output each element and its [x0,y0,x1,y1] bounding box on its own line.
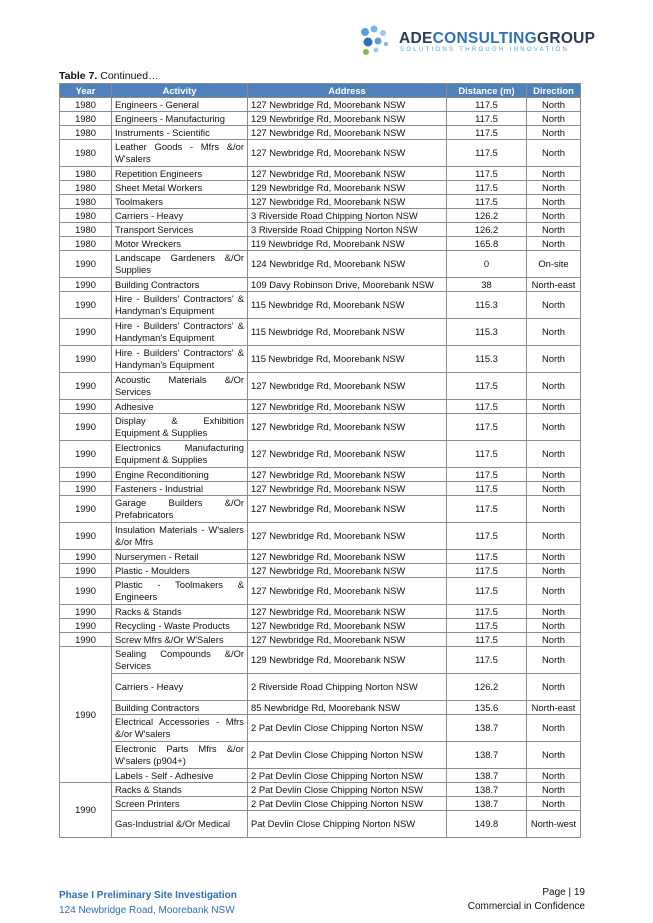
year-cell: 1980 [60,112,112,126]
distance-cell: 38 [447,278,527,292]
activity-cell: Screen Printers [112,797,248,811]
footer-site-address: 124 Newbridge Road, Moorebank NSW [59,905,235,916]
distance-cell: 117.5 [447,181,527,195]
address-cell: 119 Newbridge Rd, Moorebank NSW [248,237,447,251]
activity-cell: Sheet Metal Workers [112,181,248,195]
distance-cell: 117.5 [447,523,527,550]
column-header: Year [60,84,112,98]
table-row [60,605,581,619]
direction-cell: North [527,482,581,496]
year-cell: 1980 [60,223,112,237]
year-cell: 1990 [60,647,112,783]
table-row [60,98,581,112]
activity-cell: Fasteners - Industrial [112,482,248,496]
table-row [60,797,581,811]
direction-cell: North [527,140,581,167]
column-header: Direction [527,84,581,98]
page-number: Page | 19 [542,887,585,898]
address-cell: Pat Devlin Close Chipping Norton NSW [248,811,447,838]
distance-cell: 117.5 [447,496,527,523]
year-cell: 1990 [60,373,112,400]
address-cell: 127 Newbridge Rd, Moorebank NSW [248,468,447,482]
activity-cell: Building Contractors [112,278,248,292]
direction-cell: North [527,468,581,482]
table-row [60,633,581,647]
year-cell: 1980 [60,209,112,223]
direction-cell: North [527,292,581,319]
direction-cell: North [527,619,581,633]
year-cell: 1990 [60,783,112,838]
table-row [60,441,581,468]
direction-cell: North [527,715,581,742]
table-row [60,223,581,237]
direction-cell: North [527,441,581,468]
direction-cell: North [527,126,581,140]
activity-cell: Garage Builders &/Or Prefabricators [112,496,248,523]
table-caption: Table 7. Continued… [59,70,159,82]
direction-cell: North [527,605,581,619]
distance-cell: 117.5 [447,441,527,468]
distance-cell: 117.5 [447,112,527,126]
table-header-row [60,84,581,98]
table-row [60,674,581,701]
year-cell: 1990 [60,414,112,441]
direction-cell: North [527,209,581,223]
direction-cell: North [527,167,581,181]
direction-cell: North [527,181,581,195]
activity-cell: Engineers - General [112,98,248,112]
activity-cell: Racks & Stands [112,783,248,797]
address-cell: 127 Newbridge Rd, Moorebank NSW [248,373,447,400]
direction-cell: North [527,647,581,674]
direction-cell: North [527,195,581,209]
address-cell: 3 Riverside Road Chipping Norton NSW [248,223,447,237]
table-row [60,647,581,674]
address-cell: 129 Newbridge Rd, Moorebank NSW [248,112,447,126]
year-cell: 1990 [60,292,112,319]
direction-cell: North [527,674,581,701]
address-cell: 127 Newbridge Rd, Moorebank NSW [248,578,447,605]
address-cell: 127 Newbridge Rd, Moorebank NSW [248,98,447,112]
address-cell: 129 Newbridge Rd, Moorebank NSW [248,181,447,195]
activity-cell: Electronic Parts Mfrs &/or W'salers (p904+) [112,742,248,769]
activity-cell: Labels - Self - Adhesive [112,769,248,783]
distance-cell: 165.8 [447,237,527,251]
direction-cell: North [527,633,581,647]
activity-cell: Electrical Accessories - Mfrs &/or W'salers [112,715,248,742]
year-cell: 1980 [60,126,112,140]
address-cell: 127 Newbridge Rd, Moorebank NSW [248,140,447,167]
activity-cell: Insulation Materials - W'salers &/or Mfrs [112,523,248,550]
address-cell: 115 Newbridge Rd, Moorebank NSW [248,346,447,373]
table-row [60,578,581,605]
direction-cell: North [527,98,581,112]
year-cell: 1990 [60,251,112,278]
year-cell: 1990 [60,468,112,482]
direction-cell: North [527,523,581,550]
distance-cell: 117.5 [447,167,527,181]
table-row [60,126,581,140]
direction-cell: North [527,414,581,441]
year-cell: 1980 [60,167,112,181]
table-row [60,292,581,319]
year-cell: 1990 [60,319,112,346]
distance-cell: 117.5 [447,414,527,441]
activity-cell: Repetition Engineers [112,167,248,181]
direction-cell: North [527,550,581,564]
year-cell: 1990 [60,496,112,523]
activity-cell: Hire - Builders' Contractors' & Handyman's Equipment [112,319,248,346]
distance-cell: 138.7 [447,797,527,811]
address-cell: 127 Newbridge Rd, Moorebank NSW [248,633,447,647]
address-cell: 2 Riverside Road Chipping Norton NSW [248,674,447,701]
table-row [60,550,581,564]
address-cell: 127 Newbridge Rd, Moorebank NSW [248,400,447,414]
address-cell: 127 Newbridge Rd, Moorebank NSW [248,605,447,619]
direction-cell: North [527,578,581,605]
table-row [60,195,581,209]
table-row [60,167,581,181]
table-row [60,715,581,742]
activity-cell: Toolmakers [112,195,248,209]
year-cell: 1990 [60,564,112,578]
year-cell: 1990 [60,523,112,550]
activity-cell: Gas-Industrial &/Or Medical [112,811,248,838]
distance-cell: 149.8 [447,811,527,838]
distance-cell: 0 [447,251,527,278]
activity-cell: Nurserymen - Retail [112,550,248,564]
distance-cell: 117.5 [447,564,527,578]
year-cell: 1980 [60,98,112,112]
year-cell: 1990 [60,441,112,468]
address-cell: 127 Newbridge Rd, Moorebank NSW [248,564,447,578]
address-cell: 2 Pat Devlin Close Chipping Norton NSW [248,769,447,783]
activity-cell: Transport Services [112,223,248,237]
address-cell: 85 Newbridge Rd, Moorebank NSW [248,701,447,715]
distance-cell: 117.5 [447,126,527,140]
activity-cell: Instruments - Scientific [112,126,248,140]
table-row [60,140,581,167]
year-cell: 1980 [60,140,112,167]
address-cell: 124 Newbridge Rd, Moorebank NSW [248,251,447,278]
year-cell: 1990 [60,482,112,496]
address-cell: 129 Newbridge Rd, Moorebank NSW [248,647,447,674]
activity-cell: Engineers - Manufacturing [112,112,248,126]
direction-cell: North [527,783,581,797]
distance-cell: 117.5 [447,619,527,633]
activity-cell: Adhesive [112,400,248,414]
table-body [60,98,581,838]
distance-cell: 117.5 [447,633,527,647]
table-row [60,783,581,797]
distance-cell: 117.5 [447,468,527,482]
table-row [60,482,581,496]
direction-cell: North [527,373,581,400]
table-row [60,346,581,373]
activity-cell: Carriers - Heavy [112,209,248,223]
direction-cell: North [527,400,581,414]
activity-cell: Engine Reconditioning [112,468,248,482]
table-row [60,319,581,346]
address-cell: 127 Newbridge Rd, Moorebank NSW [248,414,447,441]
distance-cell: 138.7 [447,769,527,783]
direction-cell: North-east [527,278,581,292]
address-cell: 2 Pat Devlin Close Chipping Norton NSW [248,742,447,769]
logo-tagline: SOLUTIONS THROUGH INNOVATION [400,47,570,53]
address-cell: 115 Newbridge Rd, Moorebank NSW [248,292,447,319]
table-row [60,251,581,278]
activity-cell: Recycling - Waste Products [112,619,248,633]
logo-wordmark: ADECONSULTINGGROUP [399,30,596,47]
address-cell: 109 Davy Robinson Drive, Moorebank NSW [248,278,447,292]
address-cell: 127 Newbridge Rd, Moorebank NSW [248,441,447,468]
column-header: Distance (m) [447,84,527,98]
company-logo [357,22,597,58]
activity-cell: Building Contractors [112,701,248,715]
distance-cell: 117.5 [447,482,527,496]
table-row [60,468,581,482]
distance-cell: 117.5 [447,647,527,674]
direction-cell: North [527,769,581,783]
table-row [60,373,581,400]
direction-cell: On-site [527,251,581,278]
logo-dots-icon [357,22,397,58]
table-row [60,769,581,783]
address-cell: 127 Newbridge Rd, Moorebank NSW [248,167,447,181]
year-cell: 1980 [60,181,112,195]
column-header: Activity [112,84,248,98]
table-row [60,564,581,578]
address-cell: 3 Riverside Road Chipping Norton NSW [248,209,447,223]
address-cell: 2 Pat Devlin Close Chipping Norton NSW [248,715,447,742]
year-cell: 1990 [60,578,112,605]
table-row [60,811,581,838]
direction-cell: North [527,223,581,237]
table-row [60,181,581,195]
year-cell: 1990 [60,400,112,414]
table-row [60,414,581,441]
direction-cell: North [527,237,581,251]
table-row [60,496,581,523]
direction-cell: North [527,346,581,373]
year-cell: 1990 [60,619,112,633]
distance-cell: 117.5 [447,98,527,112]
address-cell: 2 Pat Devlin Close Chipping Norton NSW [248,783,447,797]
distance-cell: 117.5 [447,578,527,605]
distance-cell: 117.5 [447,605,527,619]
activity-cell: Landscape Gardeners &/Or Supplies [112,251,248,278]
distance-cell: 126.2 [447,674,527,701]
activity-cell: Acoustic Materials &/Or Services [112,373,248,400]
activity-cell: Plastic - Toolmakers & Engineers [112,578,248,605]
activity-cell: Display & Exhibition Equipment & Supplies [112,414,248,441]
year-cell: 1990 [60,346,112,373]
distance-cell: 115.3 [447,346,527,373]
activity-cell: Electronics Manufacturing Equipment & Supplies [112,441,248,468]
distance-cell: 126.2 [447,209,527,223]
distance-cell: 138.7 [447,715,527,742]
year-cell: 1990 [60,550,112,564]
address-cell: 127 Newbridge Rd, Moorebank NSW [248,195,447,209]
direction-cell: North [527,319,581,346]
distance-cell: 117.5 [447,373,527,400]
activity-cell: Plastic - Moulders [112,564,248,578]
distance-cell: 126.2 [447,223,527,237]
table-row [60,619,581,633]
activity-cell: Hire - Builders' Contractors' & Handyman's Equipment [112,292,248,319]
table-row [60,523,581,550]
address-cell: 127 Newbridge Rd, Moorebank NSW [248,496,447,523]
confidentiality-note: Commercial in Confidence [467,901,585,912]
table-row [60,237,581,251]
table-row [60,400,581,414]
distance-cell: 115.3 [447,292,527,319]
address-cell: 127 Newbridge Rd, Moorebank NSW [248,523,447,550]
table-row [60,112,581,126]
direction-cell: North [527,112,581,126]
year-cell: 1990 [60,633,112,647]
direction-cell: North-west [527,811,581,838]
address-cell: 2 Pat Devlin Close Chipping Norton NSW [248,797,447,811]
direction-cell: North [527,742,581,769]
distance-cell: 138.7 [447,783,527,797]
distance-cell: 115.3 [447,319,527,346]
distance-cell: 138.7 [447,742,527,769]
activity-cell: Screw Mfrs &/Or W'Salers [112,633,248,647]
activity-cell: Carriers - Heavy [112,674,248,701]
year-cell: 1980 [60,237,112,251]
footer-document-title: Phase I Preliminary Site Investigation [59,890,237,901]
distance-cell: 117.5 [447,400,527,414]
distance-cell: 117.5 [447,140,527,167]
distance-cell: 117.5 [447,550,527,564]
activity-cell: Hire - Builders' Contractors' & Handyman's Equipment [112,346,248,373]
activity-cell: Sealing Compounds &/Or Services [112,647,248,674]
table-row [60,278,581,292]
column-header: Address [248,84,447,98]
year-cell: 1990 [60,278,112,292]
distance-cell: 135.6 [447,701,527,715]
address-cell: 127 Newbridge Rd, Moorebank NSW [248,126,447,140]
year-cell: 1980 [60,195,112,209]
table-row [60,742,581,769]
distance-cell: 117.5 [447,195,527,209]
direction-cell: North-east [527,701,581,715]
year-cell: 1990 [60,605,112,619]
activity-cell: Motor Wreckers [112,237,248,251]
direction-cell: North [527,564,581,578]
address-cell: 127 Newbridge Rd, Moorebank NSW [248,482,447,496]
address-cell: 127 Newbridge Rd, Moorebank NSW [248,550,447,564]
data-table [59,83,581,838]
activity-cell: Racks & Stands [112,605,248,619]
direction-cell: North [527,496,581,523]
direction-cell: North [527,797,581,811]
table-row [60,209,581,223]
activity-cell: Leather Goods - Mfrs &/or W'salers [112,140,248,167]
address-cell: 115 Newbridge Rd, Moorebank NSW [248,319,447,346]
address-cell: 127 Newbridge Rd, Moorebank NSW [248,619,447,633]
table-row [60,701,581,715]
